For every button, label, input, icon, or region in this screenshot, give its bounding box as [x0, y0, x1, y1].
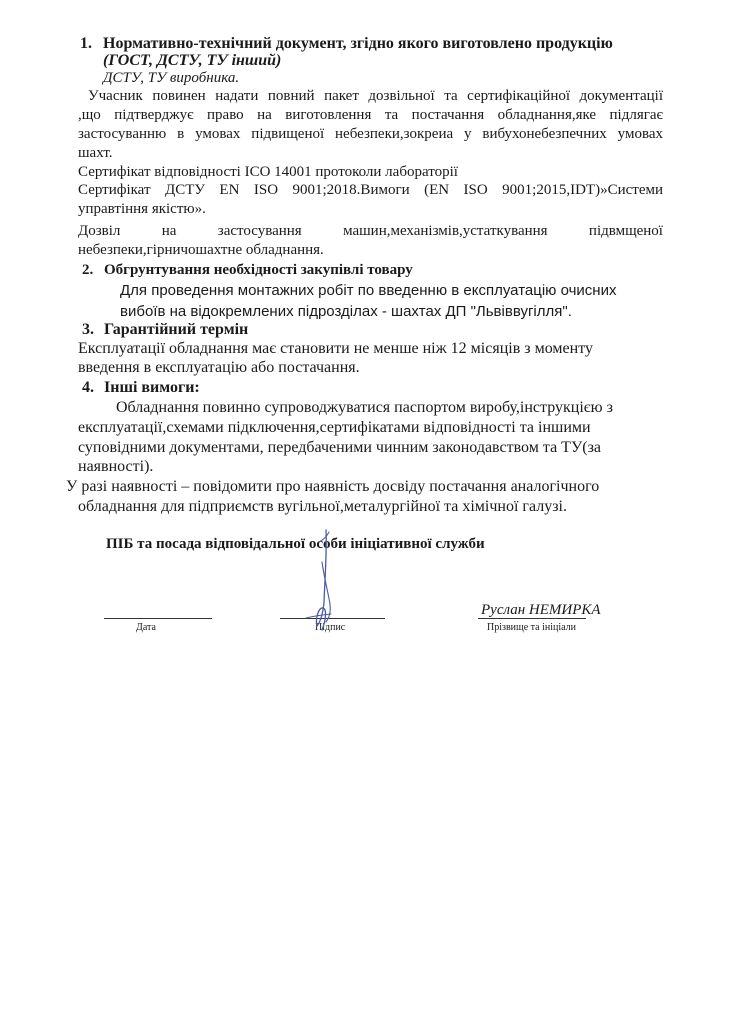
section-3-number: 3. — [82, 321, 94, 338]
section-1-paragraph-line-4: шахт. — [78, 145, 113, 161]
permit-line-2: небезпеки,гірничошахтне обладнання. — [78, 242, 324, 258]
section-2-title: Обгрунтування необхідності закупівлі товару — [104, 262, 413, 278]
section-4-number: 4. — [82, 379, 94, 396]
section-4-title: Інші вимоги: — [104, 379, 200, 396]
section-1-title-paren: (ГОСТ, ДСТУ, ТУ інший) — [103, 52, 282, 69]
section-4-line-6: обладнання для підприємств вугільної,металургійної та хімічної галузі. — [78, 498, 567, 515]
section-1-paragraph-line-1: Учасник повинен надати повний пакет дозвільної та сертифікаційної документації — [88, 88, 663, 104]
date-label: Дата — [136, 622, 156, 633]
permit-word: застосування — [217, 223, 302, 239]
name-line — [478, 618, 586, 619]
section-1-number: 1. — [80, 35, 92, 52]
permit-word: підвмщеної — [588, 223, 663, 239]
section-4-line-2: експлуатації,схемами підключення,сертифікатами відповідності та іншими — [78, 419, 591, 436]
section-1-title: Нормативно-технічний документ, згідно якого виготовлено продукцію — [103, 35, 613, 52]
section-2-line-2: вибоїв на відокремлених підрозділах - шахтах ДП "Львіввугілля". — [120, 303, 572, 320]
section-4-line-5: У разі наявності – повідомити про наявність досвіду постачання аналогічного — [66, 478, 600, 495]
section-3-line-2: введення в експлуатацію або постачання. — [78, 359, 360, 376]
date-line — [104, 618, 212, 619]
section-4-line-3: суповідними документами, передбаченими чинним законодавством та ТУ(за — [78, 439, 602, 456]
section-4-line-1: Обладнання повинно супроводжуватися паспортом виробу,інструкцією з — [116, 399, 613, 416]
section-4-line-4: наявності). — [78, 458, 154, 475]
responsible-person-heading: ПІБ та посада відповідальної особи ініціативної служби — [106, 536, 485, 552]
permit-word: машин,механізмів,устаткування — [343, 223, 548, 239]
certificate-iso-14001: Сертифікат відповідності ІСО 14001 протоколи лабораторії — [78, 164, 458, 180]
handwritten-signature — [286, 522, 366, 637]
section-3-title: Гарантійний термін — [104, 321, 249, 338]
signer-name: Руслан НЕМИРКА — [481, 602, 601, 618]
section-1-paragraph-line-3: застосуванню в умовах підвищеної небезпеки,зокреиа у вибухонебезпечних умовах — [78, 126, 663, 142]
name-label: Прізвище та ініціали — [487, 622, 576, 633]
signature-label: Підпис — [315, 622, 346, 633]
permit-word: Дозвіл — [78, 223, 121, 239]
section-2-line-1: Для проведення монтажних робіт по введенню в експлуатацію очисних — [120, 282, 617, 299]
section-1-paragraph-line-2: ,що підтверджує право на виготовлення та постачання обладнання,яке підлягає — [78, 107, 663, 123]
certificate-dstu-line-1: Сертифікат ДСТУ EN ISO 9001;2018.Вимоги (EN ISO 9001;2015,IDT)»Системи — [78, 182, 663, 198]
certificate-dstu-line-2: управтіння якістю». — [78, 201, 206, 217]
section-3-line-1: Експлуатації обладнання має становити не менше ніж 12 місяців з моменту — [78, 340, 593, 357]
section-2-number: 2. — [82, 262, 94, 278]
permit-line-1 — [78, 223, 663, 240]
section-1-value: ДСТУ, ТУ виробника. — [103, 70, 240, 86]
permit-word: на — [161, 223, 177, 239]
